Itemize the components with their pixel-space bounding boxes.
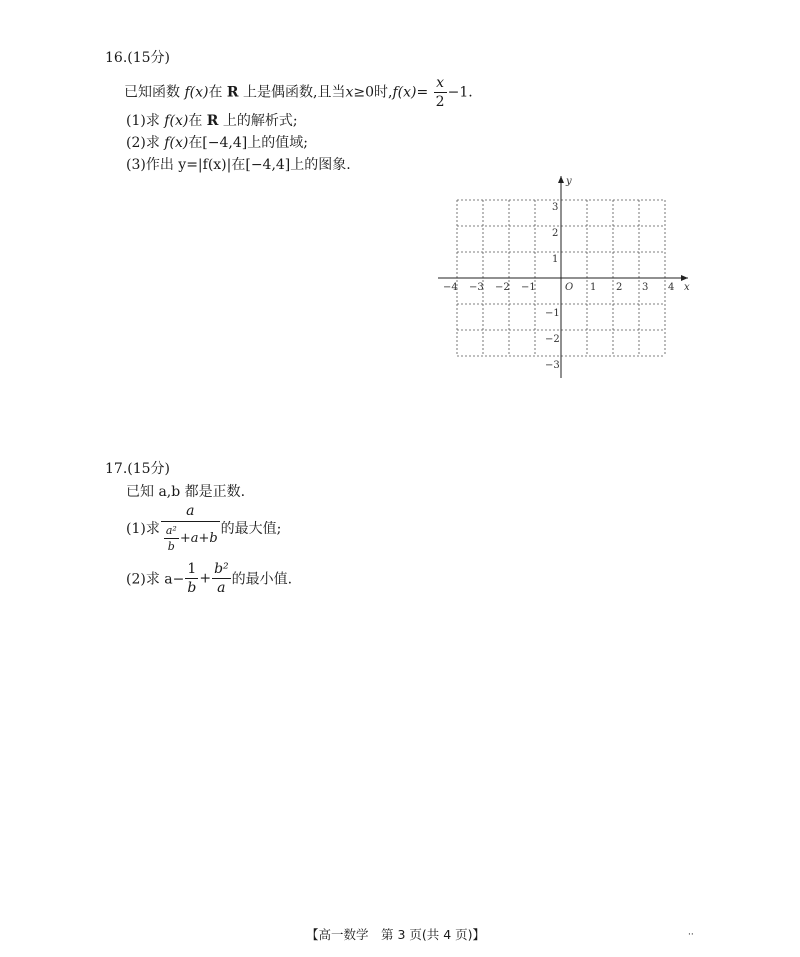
q17-p2-f2-den: a (217, 580, 226, 596)
q17-p2-f1-num: 1 (185, 562, 198, 579)
x-tick-label: −4 (443, 282, 458, 293)
x-axis-label: x (684, 282, 690, 293)
q16-fraction (434, 76, 447, 109)
x-tick-label: −3 (469, 282, 484, 293)
q16-p1-tail: 上的解析式; (222, 113, 298, 129)
q17-stem: 已知 a,b 都是正数. (126, 484, 246, 500)
q16-p1-prefix: (1)求 (126, 113, 160, 129)
q16-header: 16.(15分) (105, 50, 171, 66)
q16-part2 (126, 132, 308, 152)
q17-p2-tail: 的最小值. (231, 571, 293, 588)
q17-p2-prefix: (2)求 a− (126, 571, 185, 588)
q16-p1-real-set: R (206, 113, 219, 129)
q17-p1-den-tail: +a+b (179, 531, 218, 546)
y-tick-label: 1 (552, 254, 559, 265)
y-tick-label: 2 (552, 228, 559, 239)
q16-stem-mid1: 在 (208, 84, 223, 101)
y-tick-label: −2 (545, 334, 560, 345)
q17-p1-num: a (186, 503, 195, 519)
tick-labels (443, 176, 690, 371)
q17-p2-f1-den: b (187, 580, 197, 596)
x-tick-label: 1 (590, 282, 597, 293)
x-tick-label: 2 (616, 282, 623, 293)
q16-frac-den: 2 (435, 94, 445, 110)
x-tick-label: −2 (495, 282, 510, 293)
q17-p2-fraction-2 (212, 562, 231, 595)
q16-real-set: R (226, 84, 239, 101)
q16-stem (124, 76, 473, 109)
q16-p2-mid: 在[−4,4]上的值域; (188, 135, 308, 151)
q16-p2-fx: f(x) (164, 135, 189, 151)
page-footer: 【高一数学 第 3 页(共 4 页)】 (306, 927, 486, 942)
q16-x-var: x (345, 84, 354, 101)
q17-part1 (126, 504, 281, 552)
q17-p1-prefix: (1)求 (126, 521, 160, 537)
coordinate-grid (430, 172, 700, 382)
q17-header: 17.(15分) (105, 461, 171, 477)
q17-p2-fraction-1 (185, 562, 198, 595)
axes (438, 176, 688, 378)
q17-part2 (126, 562, 292, 595)
q17-p1-fraction (161, 504, 220, 552)
q17-p1-inner-fraction (164, 525, 179, 552)
q16-stem-eq: = (416, 84, 429, 101)
q16-part3: (3)作出 y=|f(x)|在[−4,4]上的图象. (126, 157, 351, 173)
q17-p1-inner-num: a² (165, 524, 177, 537)
x-tick-label: 4 (668, 282, 675, 293)
x-tick-label: −1 (521, 282, 536, 293)
q16-stem-mid2: 上是偶函数,且当 (243, 84, 346, 101)
q16-stem-cond: ≥0时, (353, 84, 393, 101)
q16-stem-prefix: 已知函数 (124, 84, 180, 101)
q17-p2-plus: + (199, 570, 212, 587)
q17-p2-f2-num: b² (214, 561, 229, 577)
q16-fx: f(x) (184, 84, 209, 101)
q16-p1-fx: f(x) (164, 113, 189, 129)
q16-p2-prefix: (2)求 (126, 135, 160, 151)
y-tick-label: −1 (545, 308, 560, 319)
q16-stem-tail: −1. (447, 84, 473, 101)
y-tick-label: 3 (552, 202, 559, 213)
q16-frac-num: x (436, 75, 445, 91)
q17-p1-inner-den: b (167, 540, 175, 553)
q16-fx-2: f(x) (392, 84, 417, 101)
q16-part1 (126, 110, 298, 130)
y-axis-label: y (566, 176, 572, 187)
x-axis-arrow (681, 275, 688, 281)
origin-label: O (565, 282, 574, 293)
x-tick-label: 3 (642, 282, 649, 293)
corner-mark: ·· (688, 930, 694, 940)
q16-p1-mid: 在 (188, 113, 203, 129)
y-axis-arrow (558, 176, 564, 183)
q17-p1-tail: 的最大值; (220, 521, 282, 537)
y-tick-label: −3 (545, 360, 560, 371)
